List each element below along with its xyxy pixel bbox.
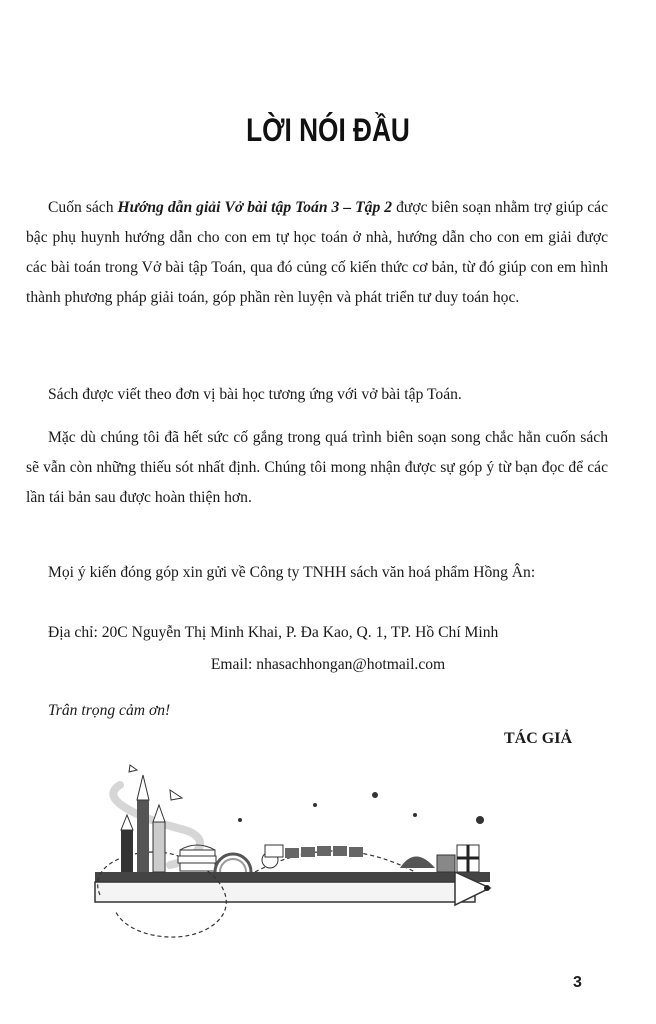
address-text: Địa chỉ: 20C Nguyễn Thị Minh Khai, P. Đa Kao, Q. 1, TP. Hồ Chí Minh: [48, 624, 499, 641]
page-title: LỜI NÓI ĐẦU: [246, 112, 410, 148]
author-signature: TÁC GIẢ: [503, 730, 572, 747]
page-number: 3: [573, 974, 582, 991]
structure-paragraph: [26, 380, 608, 410]
apology-paragraph: [26, 423, 608, 513]
closing-text: Trân trọng cảm ơn!: [48, 702, 171, 719]
intro-paragraph: [26, 193, 608, 313]
p1-prefix: Cuốn sách: [48, 199, 118, 216]
pencil-school-illustration-icon: [85, 760, 495, 950]
paragraph-text: Mặc dù chúng tôi đã hết sức cố gắng trong quá trình biên soạn song chắc hẳn cuốn sách sẽ vẫn còn những thiếu sót nhất định. Chúng tôi mong nhận được sự góp ý từ bạn đọc để các lần tái bản sau được hoàn thiện hơn.: [26, 429, 608, 506]
paragraph-text: Mọi ý kiến đóng góp xin gửi về Công ty TNHH sách văn hoá phẩm Hồng Ân:: [48, 564, 536, 581]
p1-suffix: được biên soạn nhằm trợ giúp các bậc phụ huynh hướng dẫn cho con em tự học toán ở nhà, hướng dẫn cho con em giải được các bài toán trong Vở bài tập Toán, qua đó củng cố kiến thức cơ bản, từ đó giúp con em hình thành phương pháp giải toán, góp phần rèn luyện và phát triển tư duy toán học.: [26, 199, 608, 306]
address-paragraph: [26, 618, 608, 648]
paragraph-text: Sách được viết theo đơn vị bài học tương ứng với vở bài tập Toán.: [48, 386, 462, 403]
feedback-paragraph: [26, 558, 608, 588]
book-title: Hướng dẫn giải Vở bài tập Toán 3 – Tập 2: [117, 199, 393, 216]
email-line: Email: nhasachhongan@hotmail.com: [210, 656, 446, 673]
